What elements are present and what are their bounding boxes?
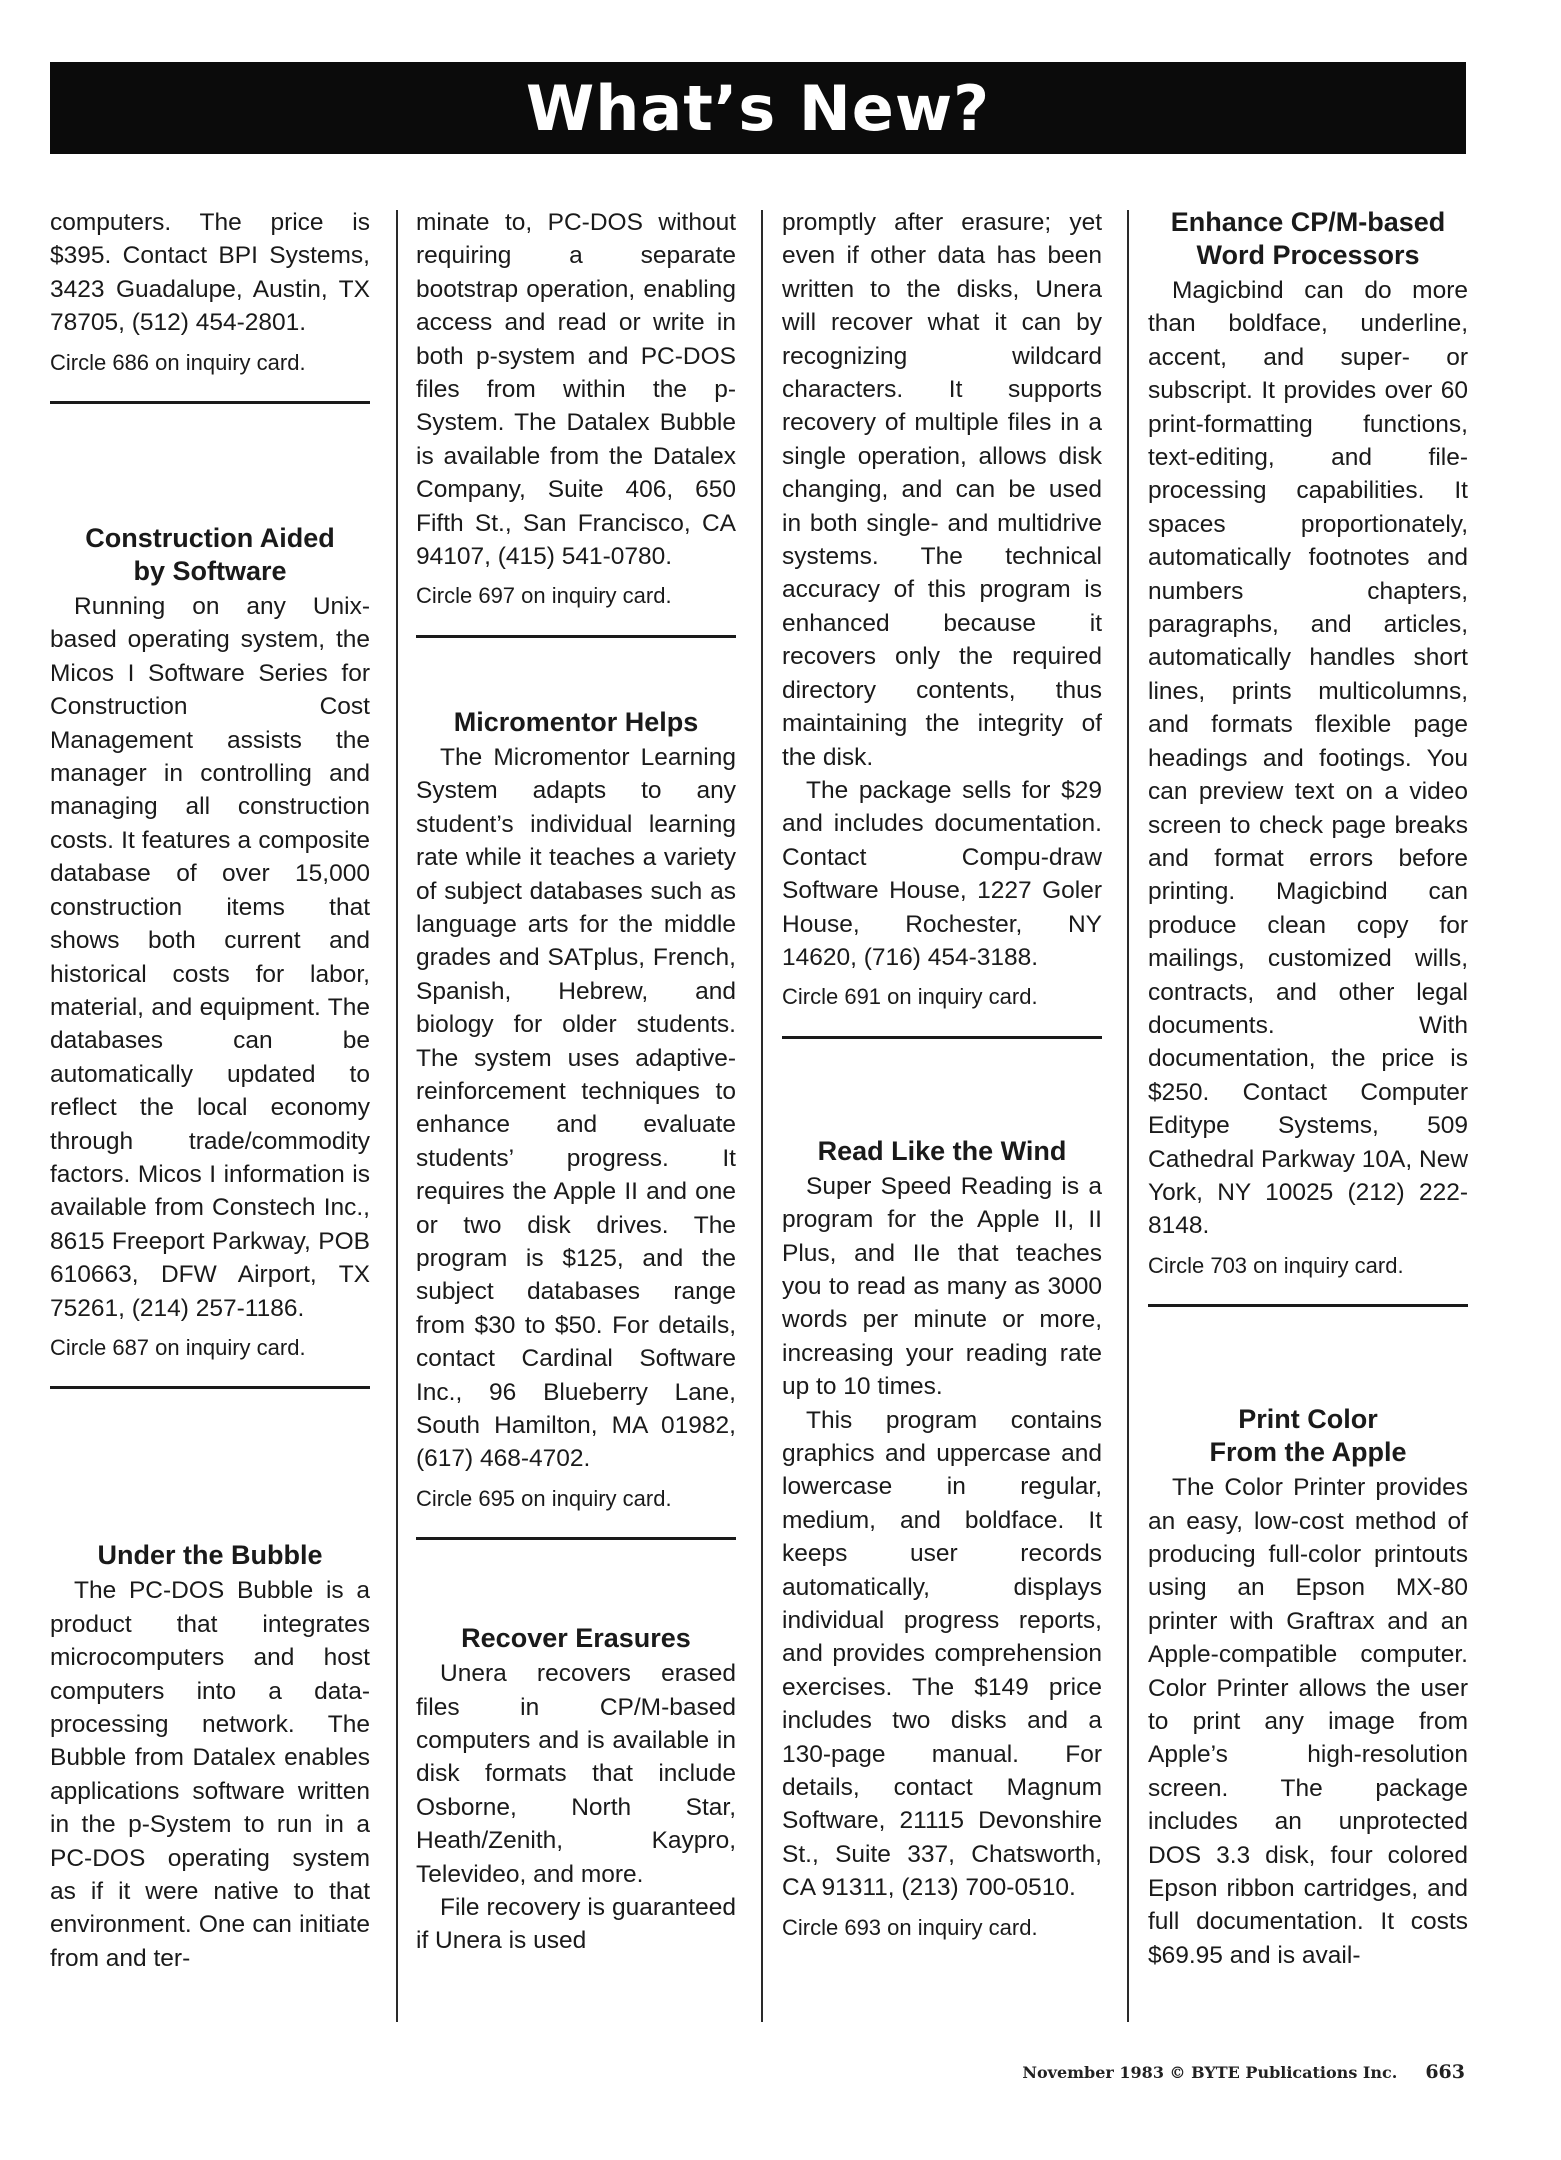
continued-text: computers. The price is $395. Contact BPI Systems, 3423 Guadalupe, Austin, TX 78705, (512) 454-2801. bbox=[50, 209, 370, 337]
column-rule bbox=[1127, 210, 1129, 2022]
article-headline bbox=[1148, 206, 1468, 272]
article-body: The Micromentor Learning System adapts to any student’s individual learning rate while it teaches a variety of subject databases such as language arts for the middle grades and SATplus, French, Spanish, Hebrew, and biology for older students. The system uses adaptive-reinforcement techniques to enhance and evaluate students’ progress. It requires the Apple II and one or two disk drives. The program is $125, and the subject databases range from $30 to $50. For details, contact Cardinal Software Inc., 96 Blueberry Lane, South Hamilton, MA 01982, (617) 468-4702. bbox=[416, 743, 736, 1473]
whats-new-banner bbox=[50, 62, 1466, 154]
headline-line: Print Color bbox=[1238, 1404, 1378, 1435]
article-body: Running on any Unix-based operating system, the Micos I Software Series for Construction Cost Management assists the manager in controlling and managing all construction costs. It features a composite database of over 15,000 construction items that shows both current and historical costs for labor, material, and equipment. The databases can be automatically updated to reflect the local economy through trade/commodity factors. Micos I information is available from Constech Inc., 8615 Freeport Parkway, POB 610663, DFW Airport, TX 75261, (214) 257-1186. bbox=[50, 593, 370, 1322]
article-headline bbox=[1148, 1403, 1468, 1469]
inquiry-note: Circle 686 on inquiry card. bbox=[50, 349, 306, 375]
article-body: This program contains graphics and uppercase and lowercase in regular, medium, and boldface. It keeps user records automatically, displays individual progress reports, and provides comprehension exercises. The $149 price includes two disks and a 130-page manual. For details, contact Magnum Software, 21115 Devonshire St., Suite 337, Chatsworth, CA 91311, (213) 700-0510. bbox=[782, 1406, 1102, 1902]
inquiry-note: Circle 691 on inquiry card. bbox=[782, 984, 1038, 1010]
inquiry-note: Circle 695 on inquiry card. bbox=[416, 1485, 672, 1511]
article-headline: Recover Erasures bbox=[461, 1623, 691, 1654]
inquiry-note: Circle 693 on inquiry card. bbox=[782, 1914, 1038, 1940]
headline-line: Enhance CP/M-based bbox=[1170, 207, 1446, 237]
column-4 bbox=[1148, 206, 1468, 2026]
column-3 bbox=[782, 206, 1102, 2026]
column-rule bbox=[761, 210, 763, 2022]
article-body: The Color Printer provides an easy, low-cost method of producing full-color printouts using an Epson MX-80 printer with Graftrax and an Apple-compatible computer. Color Printer allows the user to print any image from Apple’s high-resolution screen. The package includes an unprotected DOS 3.3 disk, four colored Epson ribbon cartridges, and full documentation. It costs $69.95 and is avail- bbox=[1148, 1474, 1468, 1969]
section-title: What’s New? bbox=[525, 71, 991, 145]
column-1 bbox=[50, 206, 370, 2026]
article-body: File recovery is guaranteed if Unera is used bbox=[416, 1894, 736, 1955]
headline-line: Word Processors bbox=[1196, 240, 1420, 270]
article-body: Magicbind can do more than boldface, underline, accent, and super- or subscript. It provides over 60 print-formatting functions, text-editing, and file-processing capabilities. It spaces proportionately, automatically footnotes and numbers chapters, paragraphs, and articles, automatically handles short lines, prints multicolumns, and formats flexible page headings and footings. You can preview text on a video screen to check page breaks and format errors before printing. Magicbind can produce clean copy for mailings, customized wills, contracts, and other legal documents. With documentation, the price is $250. Contact Computer Editype Systems, 509 Cathedral Parkway 10A, New York, NY 10025 (212) 222-8148. bbox=[1148, 277, 1468, 1240]
column-2 bbox=[416, 206, 736, 2026]
headline-line: From the Apple bbox=[1209, 1437, 1407, 1468]
article-headline bbox=[50, 522, 370, 588]
continued-text: promptly after erasure; yet even if other data has been written to the disks, Unera will recover what it can by recognizing wildcard characters. It supports recovery of multiple files in a single operation, allows disk changing, and can be used in both single- and multidrive systems. The technical accuracy of this program is enhanced because it recovers only the required directory contents, thus maintaining the integrity of the disk. bbox=[782, 209, 1102, 771]
continued-text: minate to, PC-DOS without requiring a separate bootstrap operation, enabling access and read or write in both p-system and PC-DOS files from within the p-System. The Datalex Bubble is available from the Datalex Company, Suite 406, 650 Fifth St., San Francisco, CA 94107, (415) 541-0780. bbox=[416, 209, 736, 571]
article-headline: Read Like the Wind bbox=[817, 1135, 1067, 1166]
column-rule bbox=[396, 210, 398, 2022]
page-number: 663 bbox=[1425, 2061, 1465, 2083]
inquiry-note: Circle 687 on inquiry card. bbox=[50, 1334, 306, 1360]
inquiry-note: Circle 697 on inquiry card. bbox=[416, 583, 672, 609]
headline-line: by Software bbox=[133, 556, 287, 587]
article-body: Super Speed Reading is a program for the Apple II, II Plus, and IIe that teaches you to read as many as 3000 words per minute or more, increasing your reading rate up to 10 times. bbox=[782, 1172, 1102, 1401]
inquiry-note: Circle 703 on inquiry card. bbox=[1148, 1252, 1404, 1278]
article-body: The PC-DOS Bubble is a product that integrates microcomputers and host computers into a data-processing network. The Bubble from Datalex enables applications software written in the p-System to run in a PC-DOS operating system as if it were native to that environment. One can initiate from and ter- bbox=[50, 1577, 370, 1972]
article-headline: Under the Bubble bbox=[97, 1540, 323, 1571]
continued-text: The package sells for $29 and includes documentation. Contact Compu-draw Software House, 1227 Goler House, Rochester, NY 14620, (716) 454-3188. bbox=[782, 776, 1102, 971]
footer-credit: November 1983 © BYTE Publications Inc. bbox=[1022, 2063, 1398, 2082]
article-headline: Micromentor Helps bbox=[453, 706, 699, 737]
article-body: Unera recovers erased files in CP/M-based computers and is available in disk formats that include Osborne, North Star, Heath/Zenith, Kaypro, Televideo, and more. bbox=[416, 1660, 736, 1888]
page-footer bbox=[1022, 2061, 1465, 2083]
headline-line: Construction Aided bbox=[85, 523, 335, 554]
